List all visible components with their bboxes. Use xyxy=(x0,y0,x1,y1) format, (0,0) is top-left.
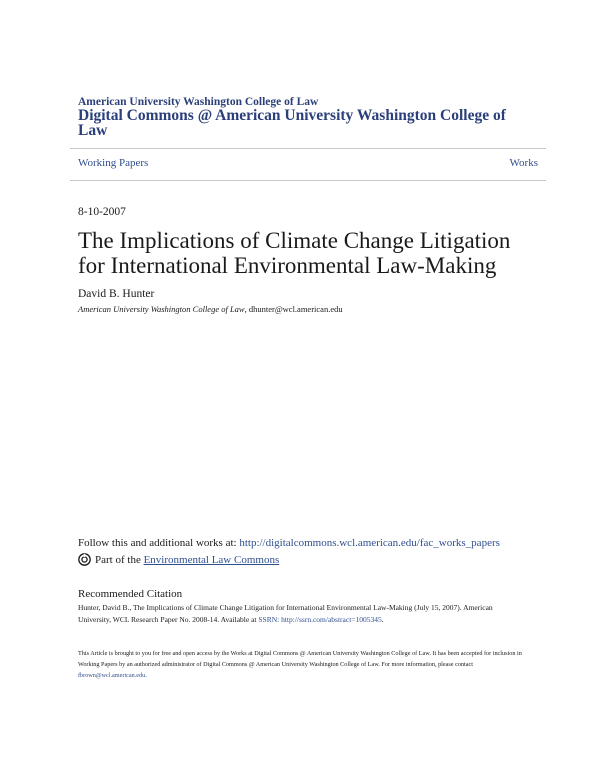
author-name: David B. Hunter xyxy=(78,288,155,300)
citation-end: . xyxy=(381,615,384,624)
affiliation-email: , dhunter@wcl.american.edu xyxy=(244,304,343,314)
part-of-label: Part of the xyxy=(95,553,141,566)
notice-end: . xyxy=(145,672,147,679)
part-of-line xyxy=(78,553,279,566)
notice-body: This Article is brought to you for free and open access by the Works at Digital Commons @ American University Washington College of Law. It has been accepted for inclusion in Working Papers by an authorized administrator of Digital Commons @ American University Washington College of Law. For more information, please contact xyxy=(78,650,522,668)
divider-bottom xyxy=(70,180,546,181)
publication-date: 8-10-2007 xyxy=(78,206,126,218)
follow-label: Follow this and additional works at: xyxy=(78,537,240,549)
institution-link[interactable]: American University Washington College of Law xyxy=(78,96,319,108)
paper-title: The Implications of Climate Change Litigation for International Environmental Law-Making xyxy=(78,228,511,278)
author-affiliation xyxy=(78,304,343,314)
environmental-law-commons-link[interactable]: Environmental Law Commons xyxy=(143,553,280,566)
recommended-citation-heading: Recommended Citation xyxy=(78,588,183,600)
citation-text xyxy=(78,602,518,626)
follow-url-link[interactable]: http://digitalcommons.wcl.american.edu/fac_works_papers xyxy=(239,537,500,549)
ssrn-link[interactable]: SSRN: http://ssrn.com/abstract=1005345 xyxy=(258,615,382,624)
site-title-link[interactable]: Digital Commons @ American University Washington College of Law xyxy=(78,107,506,139)
nav-working-papers[interactable]: Working Papers xyxy=(78,157,149,169)
divider-top xyxy=(70,148,546,149)
affiliation-institution: American University Washington College of Law xyxy=(78,304,245,314)
nav-works[interactable]: Works xyxy=(509,157,538,169)
contact-email-link[interactable]: fbrown@wcl.american.edu xyxy=(78,672,146,679)
access-notice xyxy=(78,648,523,681)
citation-body: Hunter, David B., The Implications of Climate Change Litigation for International Environmental Law-Making (July 15, 2007). American University, WCL Research Paper No. 2008-14. Available at xyxy=(78,603,493,624)
follow-line xyxy=(78,537,500,549)
creative-commons-icon xyxy=(78,553,91,566)
